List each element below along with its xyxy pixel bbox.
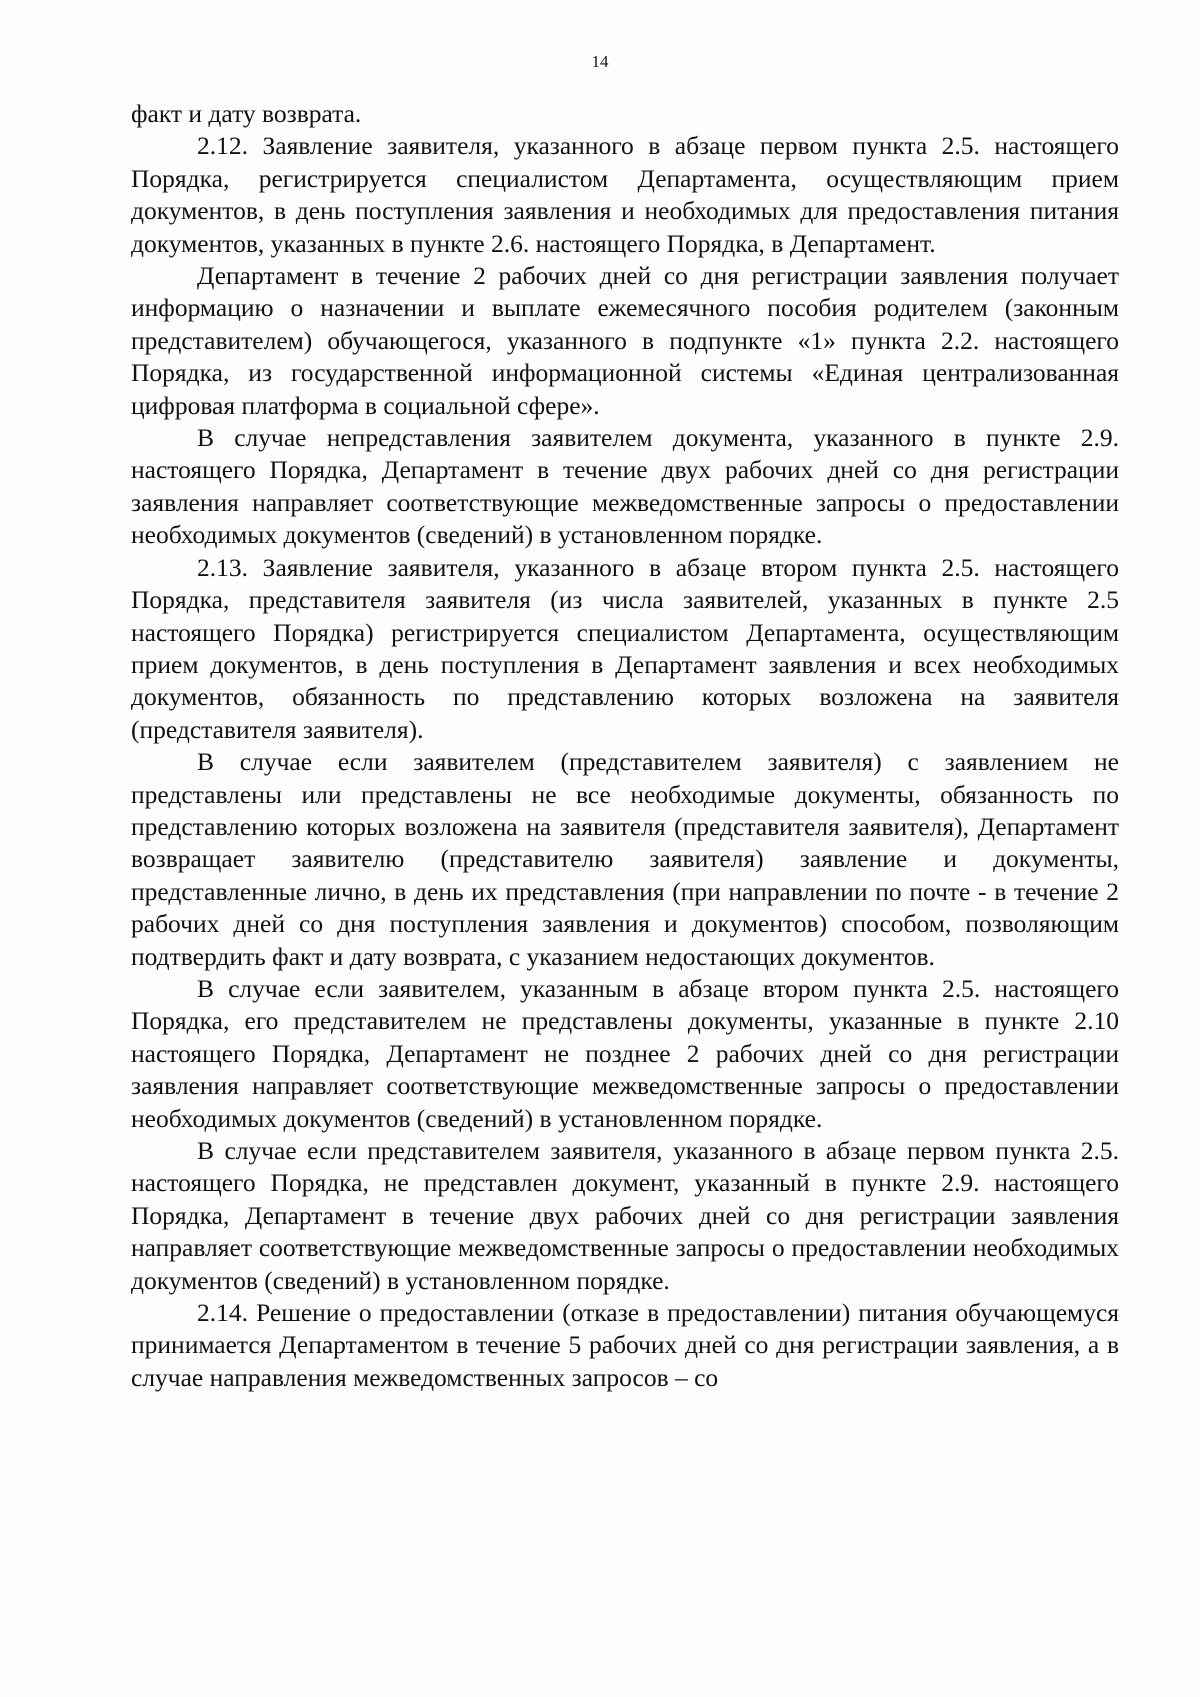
paragraph-2-13: 2.13. Заявление заявителя, указанного в абзаце втором пункта 2.5. настоящего Порядка, представителя заявителя (из числа заявителей, указанных в пункте 2.5 настоящего Порядка) регистрируется специалистом Департамента, осуществляющим прием документов, в день поступления в Департамент заявления и всех необходимых документов, обязанность по представлению которых возложена на заявителя (представителя заявителя).	[131, 552, 1119, 744]
page-number: 14	[591, 52, 609, 71]
paragraph-2-12: 2.12. Заявление заявителя, указанного в абзаце первом пункта 2.5. настоящего Порядка, регистрируется специалистом Департамента, осуществляющим прием документов, в день поступления заявления и необходимых для предоставления питания документов, указанных в пункте 2.6. настоящего Порядка, в Департамент.	[131, 131, 1119, 258]
paragraph-2-14: 2.14. Решение о предоставлении (отказе в предоставлении) питания обучающемуся принимается Департаментом в течение 5 рабочих дней со дня регистрации заявления, а в случае направления межведомственных запросов – со	[131, 1298, 1119, 1392]
paragraph-continuation: факт и дату возврата.	[131, 99, 362, 128]
document-body	[131, 98, 1119, 1394]
paragraph-department-info: Департамент в течение 2 рабочих дней со дня регистрации заявления получает информацию о назначении и выплате ежемесячного пособия родителем (законным представителем) обучающегося, указанного в подпункте «1» пункта 2.2. настоящего Порядка, из государственной информационной системы «Единая централизованная цифровая платформа в социальной сфере».	[131, 261, 1119, 420]
paragraph-return-documents: В случае если заявителем (представителем заявителя) с заявлением не представлены или представлены не все необходимые документы, обязанность по представлению которых возложена на заявителя (представителя заявителя), Департамент возвращает заявителю (представителю заявителя) заявление и документы, представленные лично, в день их представления (при направлении по почте - в течение 2 рабочих дней со дня поступления заявления и документов) способом, позволяющим подтвердить факт и дату возврата, с указанием недостающих документов.	[131, 747, 1119, 971]
paragraph-second-abzac: В случае если заявителем, указанным в абзаце втором пункта 2.5. настоящего Порядка, его представителем не представлены документы, указанные в пункте 2.10 настоящего Порядка, Департамент не позднее 2 рабочих дней со дня регистрации заявления направляет соответствующие межведомственные запросы о предоставлении необходимых документов (сведений) в установленном порядке.	[131, 973, 1119, 1133]
paragraph-non-submission: В случае непредставления заявителем документа, указанного в пункте 2.9. настоящего Порядка, Департамент в течение двух рабочих дней со дня регистрации заявления направляет соответствующие межведомственные запросы о предоставлении необходимых документов (сведений) в установленном порядке.	[131, 423, 1119, 550]
paragraph-first-abzac: В случае если представителем заявителя, указанного в абзаце первом пункта 2.5. настоящего Порядка, не представлен документ, указанный в пункте 2.9. настоящего Порядка, Департамент в течение двух рабочих дней со дня регистрации заявления направляет соответствующие межведомственные запросы о предоставлении необходимых документов (сведений) в установленном порядке.	[131, 1136, 1119, 1295]
